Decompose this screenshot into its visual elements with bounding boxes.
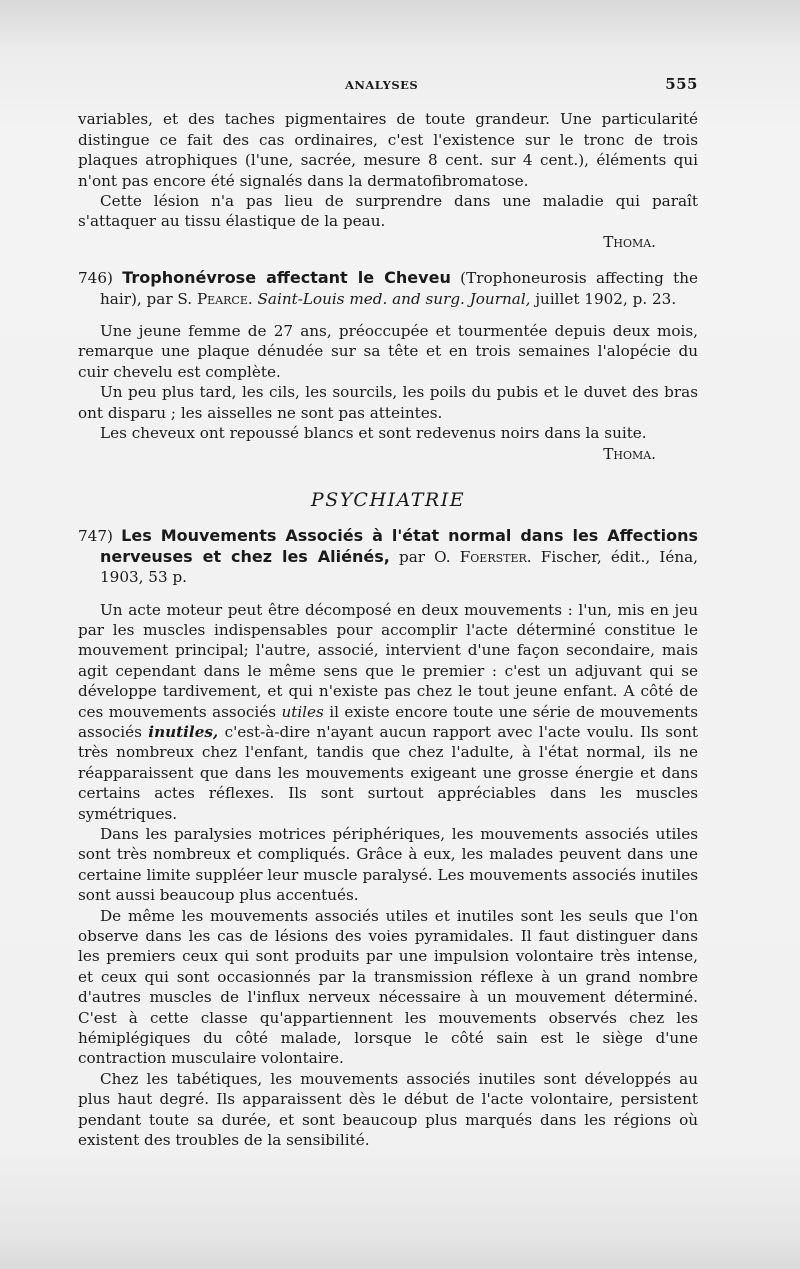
section-title: PSYCHIATRIE: [310, 488, 466, 511]
entry-746-paragraph-3: Les cheveux ont repoussé blancs et sont redevenus noirs dans la suite.: [100, 424, 647, 443]
entry-747-inutiles: inutiles,: [148, 722, 219, 741]
entry-746-paragraph-1: Une jeune femme de 27 ans, préoccupée et tourmentée depuis deux mois, remarque une plaque dénudée sur sa tête et en trois semaines l'alopécie du cuir chevelu est complète.: [78, 322, 698, 381]
entry-746-date: juillet 1902, p. 23.: [535, 289, 677, 308]
entry-747-paragraph-2: Dans les paralysies motrices périphériques, les mouvements associés utiles sont très nombreux et compliqués. Grâce à eux, les malades peuvent dans une certaine limite suppléer leur muscle paralysé. Les mouvements associés inutiles sont aussi beaucoup plus accentués.: [78, 825, 698, 905]
entry-746-english-title: (Trophoneurosis affecting the hair),: [100, 269, 699, 308]
entry-747-p1-part-c: c'est-à-dire n'ayant aucun rapport avec l'acte voulu. Ils sont très nombreux chez l'enfant, tandis que chez l'adulte, à l'état normal, ils ne réapparaissent que dans les mouvements exigeant une grosse énergie et dans certains actes réflexes. Ils sont surtout appréciables dans les muscles symétriques.: [78, 722, 699, 823]
entry-746-heading: [78, 268, 698, 309]
entry-747-paragraph-4: Chez les tabétiques, les mouvements associés inutiles sont développés au plus haut degré. Ils apparaissent dès le début de l'acte volontaire, persistent pendant toute sa durée, et sont beaucoup plus marqués dans les régions où existent des troubles de la sensibilité.: [78, 1069, 698, 1150]
entry-747-heading: [78, 526, 698, 587]
entry-747-author: Foerster.: [459, 547, 532, 566]
page-content: [78, 74, 698, 1151]
signature-thoma-1: Thoma.: [603, 232, 656, 251]
running-title: ANALYSES: [344, 78, 419, 92]
entry-747-number: 747): [78, 527, 113, 546]
page-number: 555: [665, 75, 698, 93]
entry-747-p1-part-b: il existe encore toute une série de mouvements associés: [78, 702, 699, 741]
signature-thoma-2: Thoma.: [603, 444, 656, 463]
intro-paragraph-2: Cette lésion n'a pas lieu de surprendre dans une maladie qui paraît s'attaquer au tissu élastique de la peau.: [78, 192, 698, 231]
entry-747-par: par O.: [398, 547, 451, 566]
entry-747-paragraph-1: [78, 600, 698, 824]
entry-747-utiles: utiles: [281, 702, 324, 721]
intro-paragraph-1: variables, et des taches pigmentaires de toute grandeur. Une particularité distingue ce fait des cas ordinaires, c'est l'existence sur le tronc de trois plaques atrophiques (l'une, sacrée, mesure 8 cent. sur 4 cent.), éléments qui n'ont pas encore été signalés dans la dermatofibromatose.: [78, 110, 698, 190]
entry-746-number: 746): [78, 269, 113, 288]
entry-746-par: par S.: [146, 289, 193, 308]
entry-746-title: Trophonévrose affectant le Cheveu: [122, 268, 451, 288]
entry-747-title: Les Mouvements Associés à l'état normal dans les Affections nerveuses et chez les Aliénés,: [100, 526, 699, 566]
entry-746-journal: Saint-Louis med. and surg. Journal,: [257, 289, 531, 308]
entry-746-author: Pearce.: [196, 289, 253, 308]
entry-747-paragraph-3: De même les mouvements associés utiles et inutiles sont les seuls que l'on observe dans les cas de lésions des voies pyramidales. Il faut distinguer dans les premiers ceux qui sont produits par une impulsion volontaire très intense, et ceux qui sont occasionnés par la transmission réflexe à un grand nombre d'autres muscles de l'influx nerveux nécessaire à un mouvement déterminé. C'est à cette classe qu'appartiennent les mouvements observés chez les hémiplégiques du côté malade, lorsque le côté sain est le siège d'une contraction musculaire volontaire.: [78, 906, 698, 1068]
entry-747-p1-part-a: Un acte moteur peut être décomposé en deux mouvements : l'un, mis en jeu par les muscles indispensables pour accomplir l'acte déterminé constitue le mouvement principal; l'autre, associé, intervient d'une façon secondaire, mais agit cependant dans le même sens que le premier : c'est un adjuvant qui se développe tardivement, et qui n'existe pas chez le tout jeune enfant. A côté de ces mouvements associés: [78, 600, 698, 721]
running-header: [78, 74, 698, 95]
entry-747-publisher: Fischer, édit., Iéna, 1903, 53 p.: [100, 547, 698, 587]
entry-746-paragraph-2: Un peu plus tard, les cils, les sourcils, les poils du pubis et le duvet des bras ont disparu ; les aisselles ne sont pas atteintes.: [78, 383, 698, 422]
